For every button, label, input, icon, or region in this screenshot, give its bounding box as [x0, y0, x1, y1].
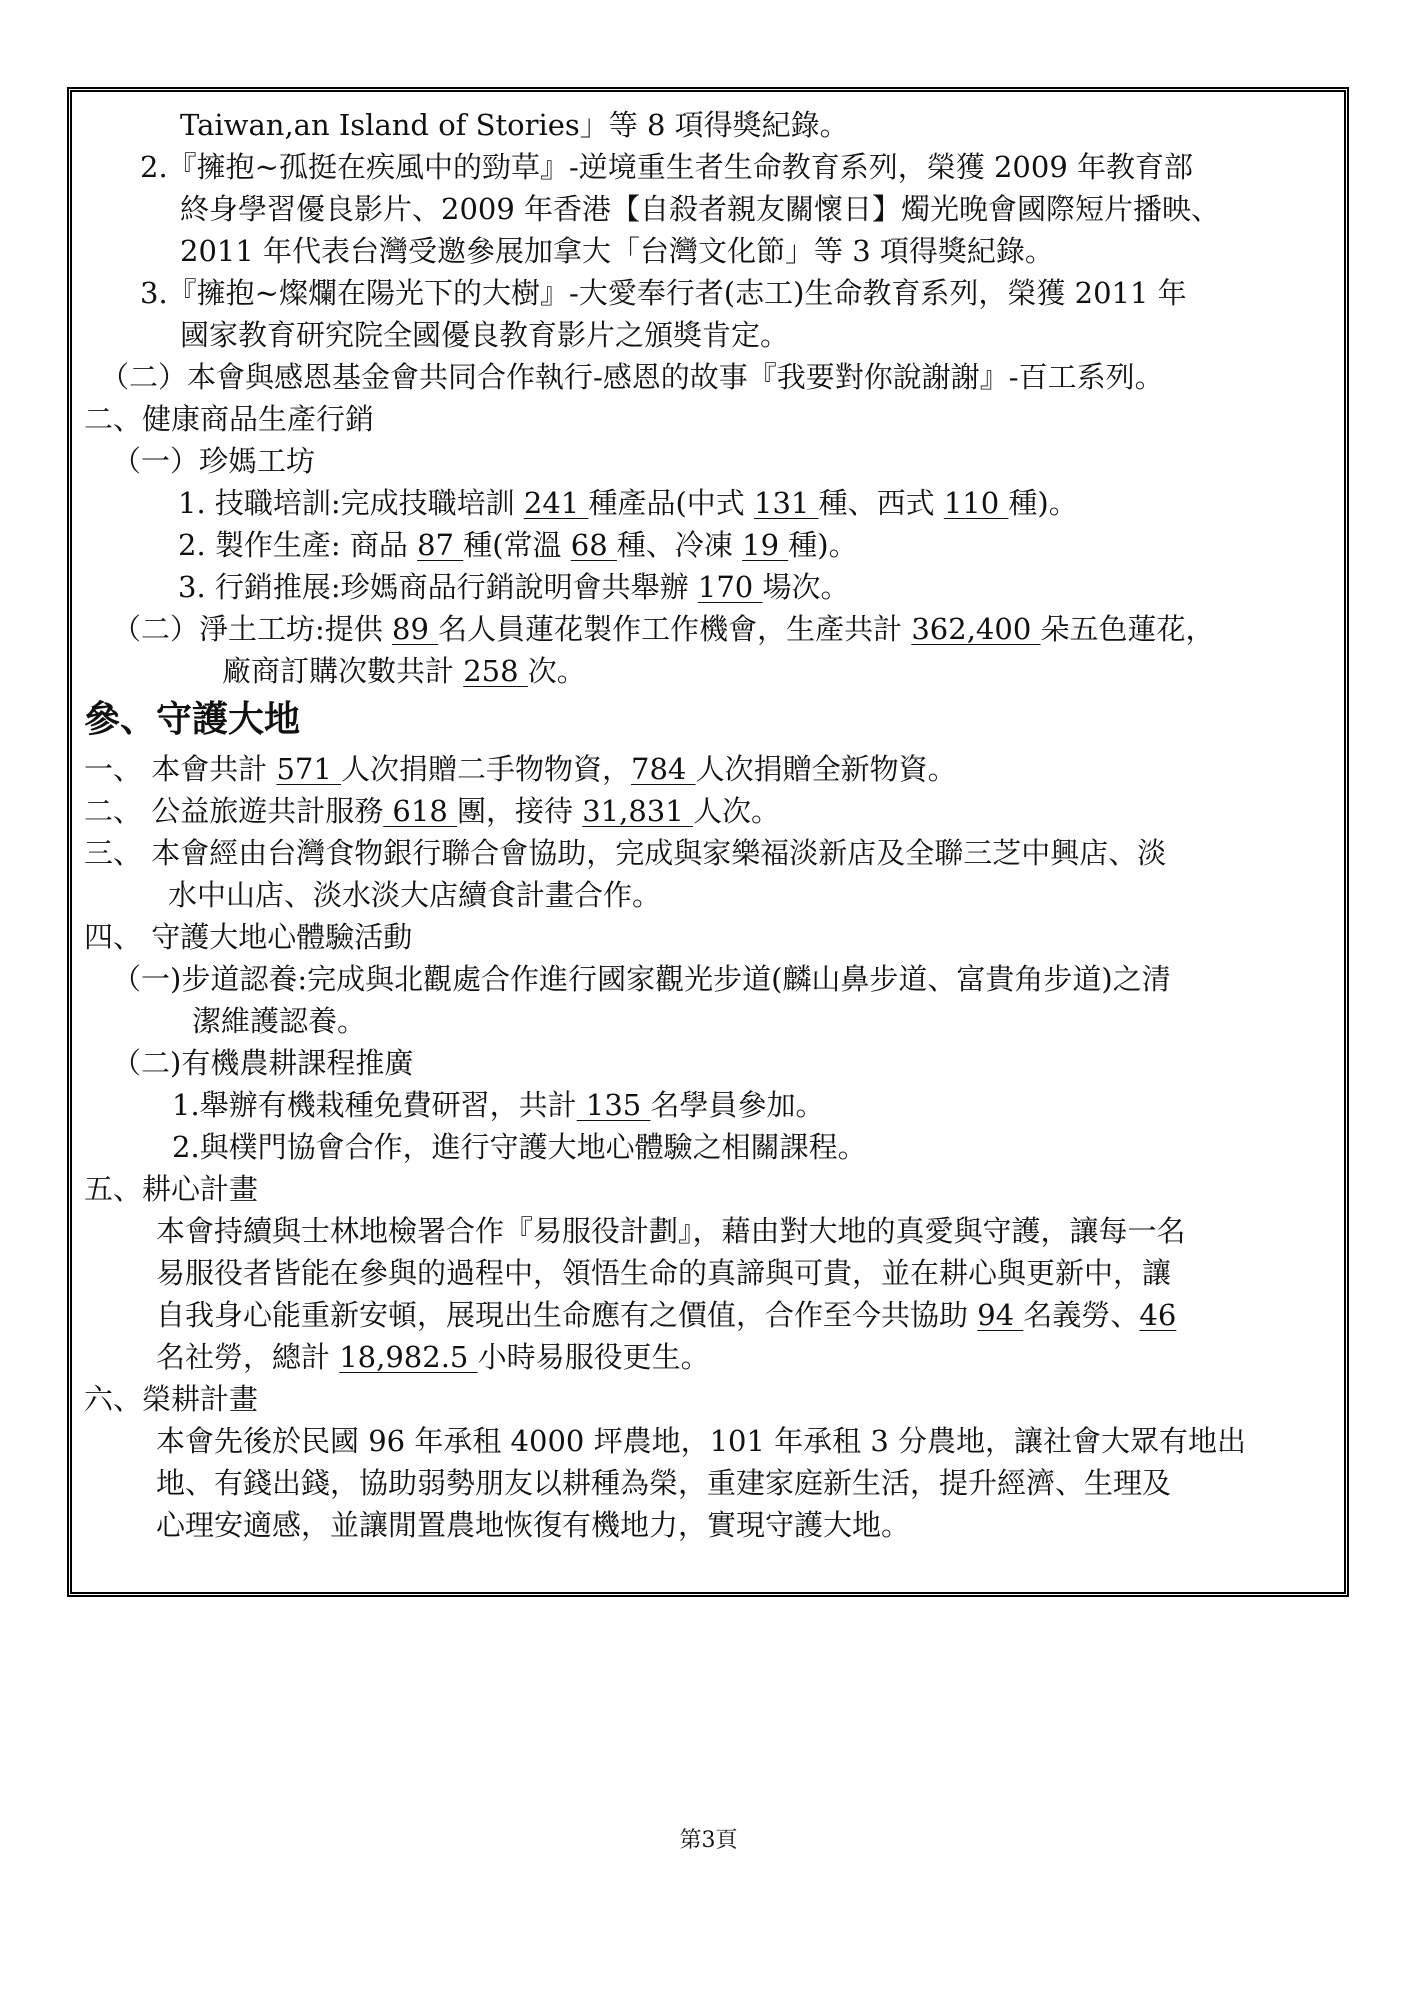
- section-item-4: 四、 守護大地心體驗活動: [84, 920, 413, 954]
- subsection-2: （二）本會與感恩基金會共同合作執行-感恩的故事『我要對你說謝謝』-百工系列。: [100, 360, 1164, 394]
- text-line: 2011 年代表台灣受邀參展加拿大「台灣文化節」等 3 項得獎紀錄。: [180, 234, 1054, 268]
- list-item-1: 1. 技職培訓:完成技職培訓 241 種產品(中式 131 種、西式 110 種)。: [178, 486, 1078, 520]
- subsection-2: （二）淨土工坊:提供 89 名人員蓮花製作工作機會，生產共計 362,400 朵五色蓮花，: [112, 612, 1215, 646]
- section-title: 參、守護大地: [84, 699, 301, 740]
- text-line: 水中山店、淡水淡大店續食計畫合作。: [168, 878, 662, 912]
- section-heading-2: 二、健康商品生產行銷: [84, 402, 375, 436]
- paragraph-line: 本會先後於民國 96 年承租 4000 坪農地，101 年承租 3 分農地，讓社會大眾有地出: [156, 1424, 1247, 1458]
- section-item-3: 三、 本會經由台灣食物銀行聯合會協助，完成與家樂福淡新店及全聯三芝中興店、淡: [84, 836, 1167, 870]
- paragraph-line: 自我身心能重新安頓，展現出生命應有之價值，合作至今共協助 94 名義勞、46: [156, 1298, 1177, 1332]
- document-frame: [67, 87, 1349, 1597]
- paragraph-line: 心理安適感，並讓閒置農地恢復有機地力，實現守護大地。: [156, 1508, 911, 1542]
- text-line: 終身學習優良影片、2009 年香港【自殺者親友關懷日】燭光晚會國際短片播映、: [180, 192, 1221, 226]
- page-number: 第3頁: [679, 1828, 738, 1853]
- section-item-2: 二、 公益旅遊共計服務 618 團，接待 31,831 人次。: [84, 794, 780, 828]
- list-item-3: 3.『擁抱~燦爛在陽光下的大樹』-大愛奉行者(志工)生命教育系列，榮獲 2011 年: [140, 276, 1187, 310]
- section-item-6: 六、榮耕計畫: [84, 1382, 259, 1416]
- list-item-1: 1.舉辦有機栽種免費研習，共計 135 名學員參加。: [172, 1088, 825, 1122]
- text-line: 國家教育研究院全國優良教育影片之頒獎肯定。: [180, 318, 790, 352]
- paragraph-line: 地、有錢出錢，協助弱勢朋友以耕種為榮，重建家庭新生活，提升經濟、生理及: [156, 1466, 1172, 1500]
- section-item-5: 五、耕心計畫: [84, 1172, 259, 1206]
- text-line: Taiwan,an Island of Stories」等 8 項得獎紀錄。: [180, 108, 849, 142]
- list-item-2: 2.『擁抱~孤挺在疾風中的勁草』-逆境重生者生命教育系列，榮獲 2009 年教育部: [140, 150, 1194, 184]
- subsection-2: （二)有機農耕課程推廣: [112, 1046, 414, 1080]
- subsection-1: （一)步道認養:完成與北觀處合作進行國家觀光步道(麟山鼻步道、富貴角步道)之清: [112, 962, 1171, 996]
- paragraph-line: 本會持續與士林地檢署合作『易服役計劃』，藉由對大地的真愛與守護，讓每一名: [156, 1214, 1186, 1248]
- list-item-2: 2. 製作生產: 商品 87 種(常溫 68 種、冷凍 19 種)。: [178, 528, 858, 562]
- text-line: 廠商訂購次數共計 258 次。: [222, 654, 586, 688]
- paragraph-line: 易服役者皆能在參與的過程中，領悟生命的真諦與可貴，並在耕心與更新中，讓: [156, 1256, 1172, 1290]
- list-item-3: 3. 行銷推展:珍媽商品行銷說明會共舉辦 170 場次。: [178, 570, 850, 604]
- text-line: 潔維護認養。: [192, 1004, 367, 1038]
- paragraph-line: 名社勞，總計 18,982.5 小時易服役更生。: [156, 1340, 710, 1374]
- section-item-1: 一、 本會共計 571 人次捐贈二手物物資，784 人次捐贈全新物資。: [84, 752, 957, 786]
- list-item-2: 2.與樸門協會合作，進行守護大地心體驗之相關課程。: [172, 1130, 867, 1164]
- subsection-1: （一）珍媽工坊: [112, 444, 316, 478]
